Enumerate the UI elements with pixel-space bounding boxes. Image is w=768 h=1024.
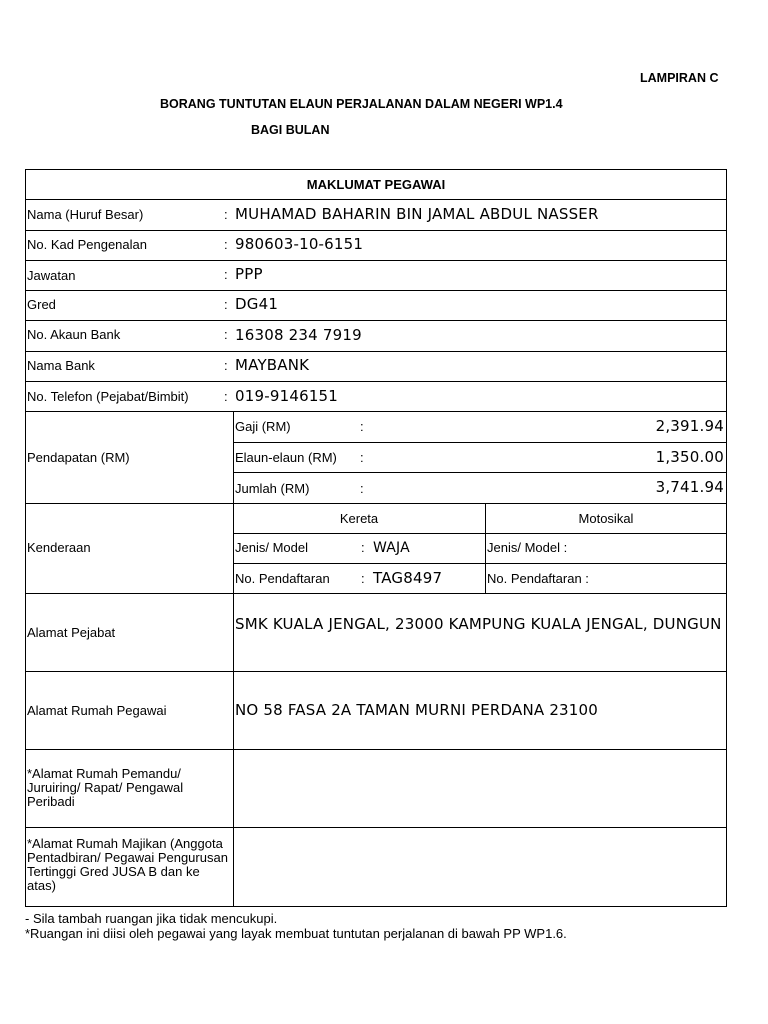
field-value-gred: DG41 [235, 295, 279, 313]
pendapatan-label: Pendapatan (RM) [27, 450, 130, 465]
field-colon: : [224, 267, 228, 282]
kereta-pendaftaran-colon: : [361, 571, 365, 586]
field-colon: : [224, 389, 228, 404]
alamat-pejabat-value: SMK KUALA JENGAL, 23000 KAMPUNG KUALA JENGAL, DUNGUN [235, 615, 722, 633]
row-divider [233, 533, 727, 534]
jumlah-label: Jumlah (RM) [235, 481, 310, 496]
row-divider [25, 593, 727, 594]
jumlah-colon: : [360, 481, 364, 496]
row-divider [25, 381, 727, 382]
field-value-kad-pengenalan: 980603-10-6151 [235, 235, 364, 253]
elaun-value: 1,350.00 [655, 448, 724, 466]
row-divider [25, 260, 727, 261]
field-value-nama: MUHAMAD BAHARIN BIN JAMAL ABDUL NASSER [235, 205, 599, 223]
section-title: MAKLUMAT PEGAWAI [306, 177, 446, 192]
elaun-colon: : [360, 450, 364, 465]
field-label-telefon: No. Telefon (Pejabat/Bimbit) [27, 389, 189, 404]
alamat-rumah-label: Alamat Rumah Pegawai [27, 703, 167, 718]
motosikal-pendaftaran-label: No. Pendaftaran : [487, 571, 589, 586]
field-label-jawatan: Jawatan [27, 268, 76, 283]
form-title: BORANG TUNTUTAN ELAUN PERJALANAN DALAM NEGERI WP1.4 [160, 97, 563, 111]
kereta-pendaftaran-value: TAG8497 [373, 569, 443, 587]
field-colon: : [224, 358, 228, 373]
gaji-value: 2,391.94 [655, 417, 724, 435]
jumlah-value: 3,741.94 [655, 478, 724, 496]
row-divider [25, 827, 727, 828]
jumlah-value-cell [600, 480, 724, 498]
field-colon: : [224, 237, 228, 252]
field-value-telefon: 019-9146151 [235, 387, 339, 405]
field-value-jawatan: PPP [235, 265, 263, 283]
note-ruangan-diisi: *Ruangan ini diisi oleh pegawai yang layak membuat tuntutan perjalanan di bawah PP WP1.6. [25, 926, 567, 941]
field-label-nama-bank: Nama Bank [27, 358, 95, 373]
row-divider [25, 411, 727, 412]
kereta-heading: Kereta [339, 511, 379, 526]
alamat-pejabat-label: Alamat Pejabat [27, 625, 116, 640]
kereta-pendaftaran-label: No. Pendaftaran [235, 571, 330, 586]
elaun-value-cell [600, 450, 724, 468]
row-divider [25, 671, 727, 672]
motosikal-jenis-label: Jenis/ Model : [487, 540, 568, 555]
row-divider [25, 320, 727, 321]
row-divider [233, 472, 727, 473]
gaji-colon: : [360, 419, 364, 434]
field-colon: : [224, 207, 228, 222]
alamat-rumah-value: NO 58 FASA 2A TAMAN MURNI PERDANA 23100 [235, 701, 599, 719]
column-divider [233, 411, 234, 907]
row-divider [233, 442, 727, 443]
alamat-majikan-label: *Alamat Rumah Majikan (Anggota Pentadbiran/ Pegawai Pengurusan Tertinggi Gred JUSA B dan ke atas) [27, 836, 228, 893]
row-divider [25, 351, 727, 352]
gaji-value-cell [600, 419, 724, 437]
field-label-gred: Gred [27, 297, 56, 312]
row-divider [25, 749, 727, 750]
alamat-pemandu-label: *Alamat Rumah Pemandu/ Juruiring/ Rapat/ Pengawal Peribadi [27, 766, 184, 809]
kereta-jenis-value: WAJA [373, 540, 410, 556]
bagi-bulan-label: BAGI BULAN [251, 123, 330, 137]
row-divider [25, 230, 727, 231]
lampiran-label: LAMPIRAN C [640, 71, 719, 85]
field-colon: : [224, 327, 228, 342]
field-value-nama-bank: MAYBANK [235, 356, 310, 374]
kereta-jenis-label: Jenis/ Model [235, 540, 308, 555]
row-divider [233, 563, 727, 564]
field-value-akaun-bank: 16308 234 7919 [235, 326, 362, 344]
row-divider [25, 290, 727, 291]
elaun-label: Elaun-elaun (RM) [235, 450, 337, 465]
kenderaan-label: Kenderaan [27, 540, 91, 555]
row-divider [25, 503, 727, 504]
gaji-label: Gaji (RM) [235, 419, 291, 434]
field-label-kad-pengenalan: No. Kad Pengenalan [27, 237, 147, 252]
kereta-jenis-colon: : [361, 540, 365, 555]
field-label-nama: Nama (Huruf Besar) [27, 207, 144, 222]
field-colon: : [224, 297, 228, 312]
field-label-akaun-bank: No. Akaun Bank [27, 327, 121, 342]
row-divider [25, 199, 727, 200]
motosikal-heading: Motosikal [578, 511, 634, 526]
note-tambah-ruangan: - Sila tambah ruangan jika tidak mencukupi. [25, 911, 278, 926]
